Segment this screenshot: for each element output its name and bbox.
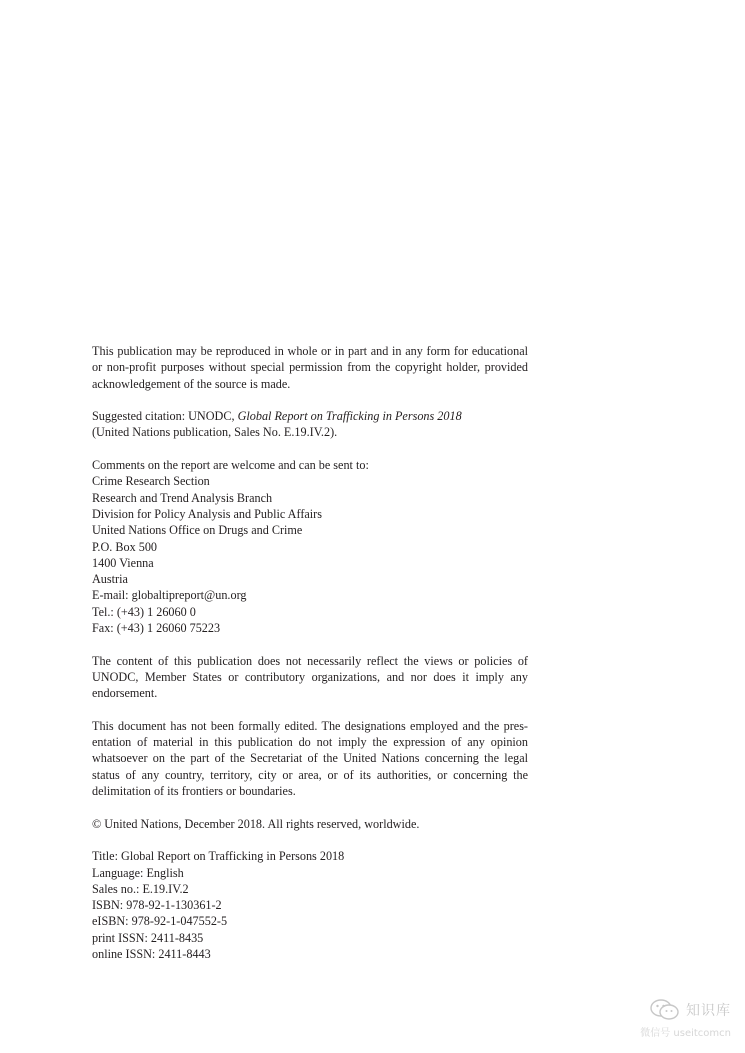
wechat-icon [650,999,680,1021]
contact-tel: Tel.: (+43) 1 26060 0 [92,604,196,619]
contact-email: E-mail: globaltipreport@un.org [92,588,247,603]
contact-address-line: Crime Research Section [92,474,210,489]
disclaimer-line-2: UNODC, Member States or contributory organizations, and nor does it imply any [92,669,528,684]
bib-isbn: ISBN: 978-92-1-130361-2 [92,898,222,913]
copyright-notice [92,816,528,832]
reproduction-line-3: acknowledgement of the source is made. [92,376,291,391]
editing-disclaimer [92,718,528,799]
editing-line-2: entation of material in this publication do not imply the expression of any opinion [92,735,528,750]
reproduction-line-1: This publication may be reproduced in whole or in part and in any form for educational [92,344,528,358]
editing-line-1: This document has not been formally edited. The designations employed and the pres- [92,718,528,733]
bibliographic-info [92,848,528,962]
citation-line-2: (United Nations publication, Sales No. E.19.IV.2). [92,425,338,440]
copyright-page-text [92,343,528,979]
watermark-name: 知识库 [686,1003,731,1019]
contact-intro: Comments on the report are welcome and can be sent to: [92,458,369,473]
bib-eisbn: eISBN: 978-92-1-047552-5 [92,914,228,929]
bib-online-issn: online ISSN: 2411-8443 [92,946,211,961]
citation-line-1 [92,408,528,424]
bib-language: Language: English [92,865,184,880]
contact-address-line: 1400 Vienna [92,555,154,570]
disclaimer-line-3: endorsement. [92,686,158,701]
reproduction-notice [92,343,528,392]
citation-title: Global Report on Trafficking in Persons 2018 [237,409,462,424]
watermark [625,999,735,1039]
bib-title: Title: Global Report on Trafficking in Persons 2018 [92,849,345,864]
contact-address-line: Austria [92,572,128,587]
watermark-header [650,999,731,1021]
copyright-line: © United Nations, December 2018. All rights reserved, worldwide. [92,816,420,831]
bib-sales-no: Sales no.: E.19.IV.2 [92,881,189,896]
watermark-subtitle: 微信号 useitcomcn [640,1028,731,1039]
contact-fax: Fax: (+43) 1 26060 75223 [92,621,221,636]
citation-prefix: Suggested citation: UNODC, [92,409,238,424]
contact-address-line: Research and Trend Analysis Branch [92,490,273,505]
reproduction-line-2: or non-profit purposes without special permission from the copyright holder, provided [92,360,528,375]
contact-block [92,457,528,636]
contact-address-line: Division for Policy Analysis and Public Affairs [92,506,322,521]
editing-line-4: status of any country, territory, city or area, or of its authorities, or concerning the [92,767,528,782]
editing-line-5: delimitation of its frontiers or boundaries. [92,784,296,799]
editing-line-3: whatsoever on the part of the Secretariat of the United Nations concerning the legal [92,751,528,766]
contact-address-line: United Nations Office on Drugs and Crime [92,523,303,538]
suggested-citation [92,408,528,441]
bib-print-issn: print ISSN: 2411-8435 [92,930,204,945]
content-disclaimer [92,653,528,702]
disclaimer-line-1: The content of this publication does not necessarily reflect the views or policies of [92,653,528,668]
contact-address-line: P.O. Box 500 [92,539,158,554]
